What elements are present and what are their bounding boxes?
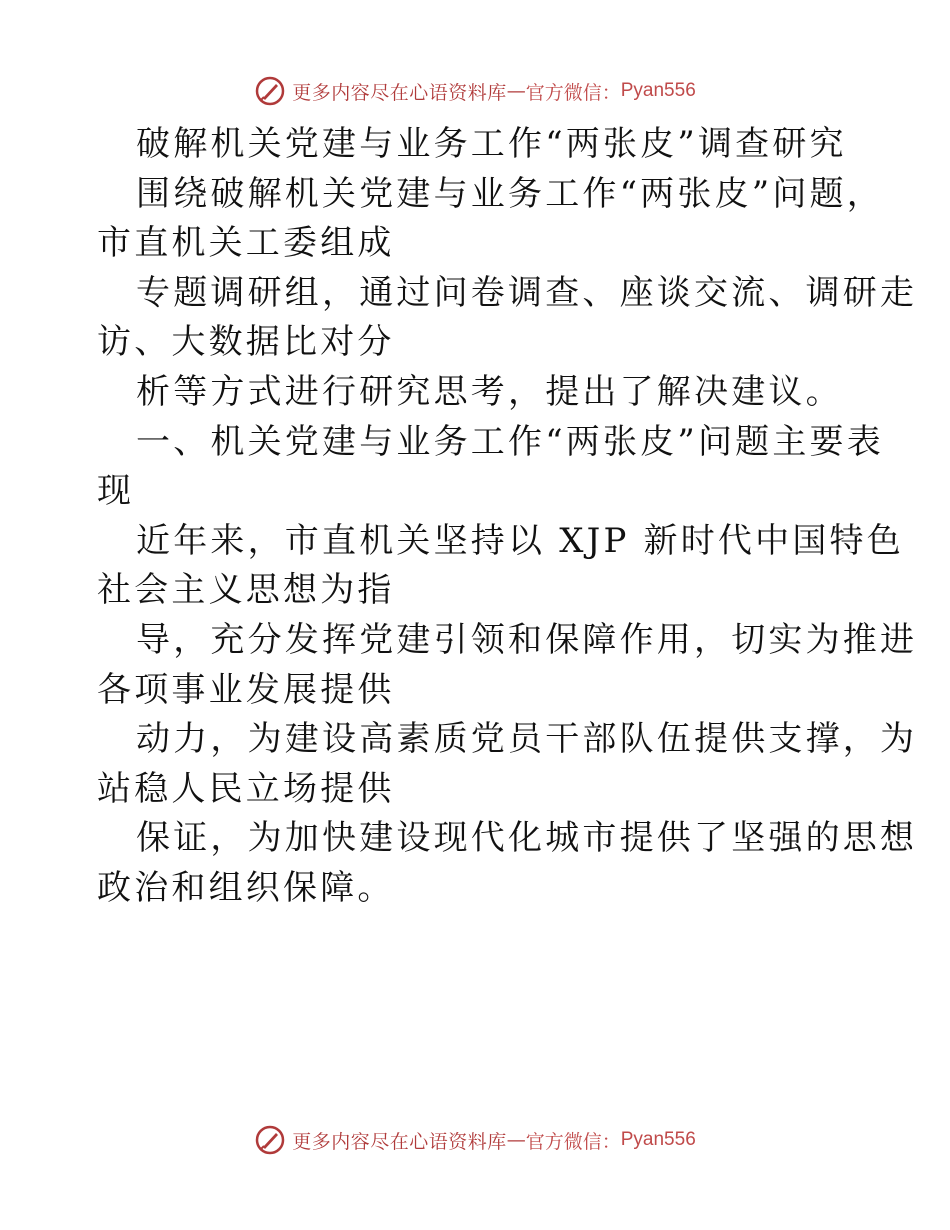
paragraph-line: 保证，为加快建设现代化城市提供了坚强的思想 (136, 818, 918, 859)
paragraph-line: 围绕破解机关党建与业务工作“两张皮”问题， (136, 173, 884, 214)
section-heading: 一、机关党建与业务工作“两张皮”问题主要表 (136, 421, 884, 462)
paragraph-line: 动力，为建设高素质党员干部队伍提供支撑，为 (136, 719, 918, 760)
quill-logo-icon (254, 1124, 286, 1156)
banner-dash: — (506, 1129, 526, 1151)
paragraph-line: 近年来，市直机关坚持以 XJP 新时代中国特色 (136, 520, 904, 561)
document-title: 破解机关党建与业务工作“两张皮”调查研究 (136, 124, 847, 164)
banner-dash: — (506, 80, 526, 102)
paragraph-line: 社会主义思想为指 (97, 570, 395, 611)
paragraph-line: 访、大数据比对分 (97, 322, 395, 363)
paragraph-line: 析等方式进行研究思考，提出了解决建议。 (136, 371, 843, 412)
banner-main-text: 更多内容尽在心语资料库 (292, 1130, 507, 1153)
paragraph-line: 导，充分发挥党建引领和保障作用，切实为推进 (136, 619, 918, 660)
paragraph-line: 专题调研组，通过问卷调查、座谈交流、调研走 (136, 272, 918, 313)
document-body (97, 120, 918, 914)
footer-watermark-banner (0, 1120, 950, 1160)
paragraph-line: 政治和组织保障。 (97, 867, 395, 908)
banner-label: 官方微信： (525, 81, 621, 104)
banner-label: 官方微信： (525, 1130, 621, 1153)
paragraph-line: 各项事业发展提供 (97, 669, 395, 710)
quill-logo-icon (254, 75, 286, 107)
banner-wechat-id: Pyan556 (620, 1129, 696, 1150)
header-watermark-banner (0, 71, 950, 111)
banner-main-text: 更多内容尽在心语资料库 (292, 81, 507, 104)
section-heading-continuation: 现 (97, 471, 135, 512)
paragraph-line: 站稳人民立场提供 (97, 768, 395, 809)
banner-wechat-id: Pyan556 (620, 80, 696, 101)
paragraph-line: 市直机关工委组成 (97, 223, 395, 264)
